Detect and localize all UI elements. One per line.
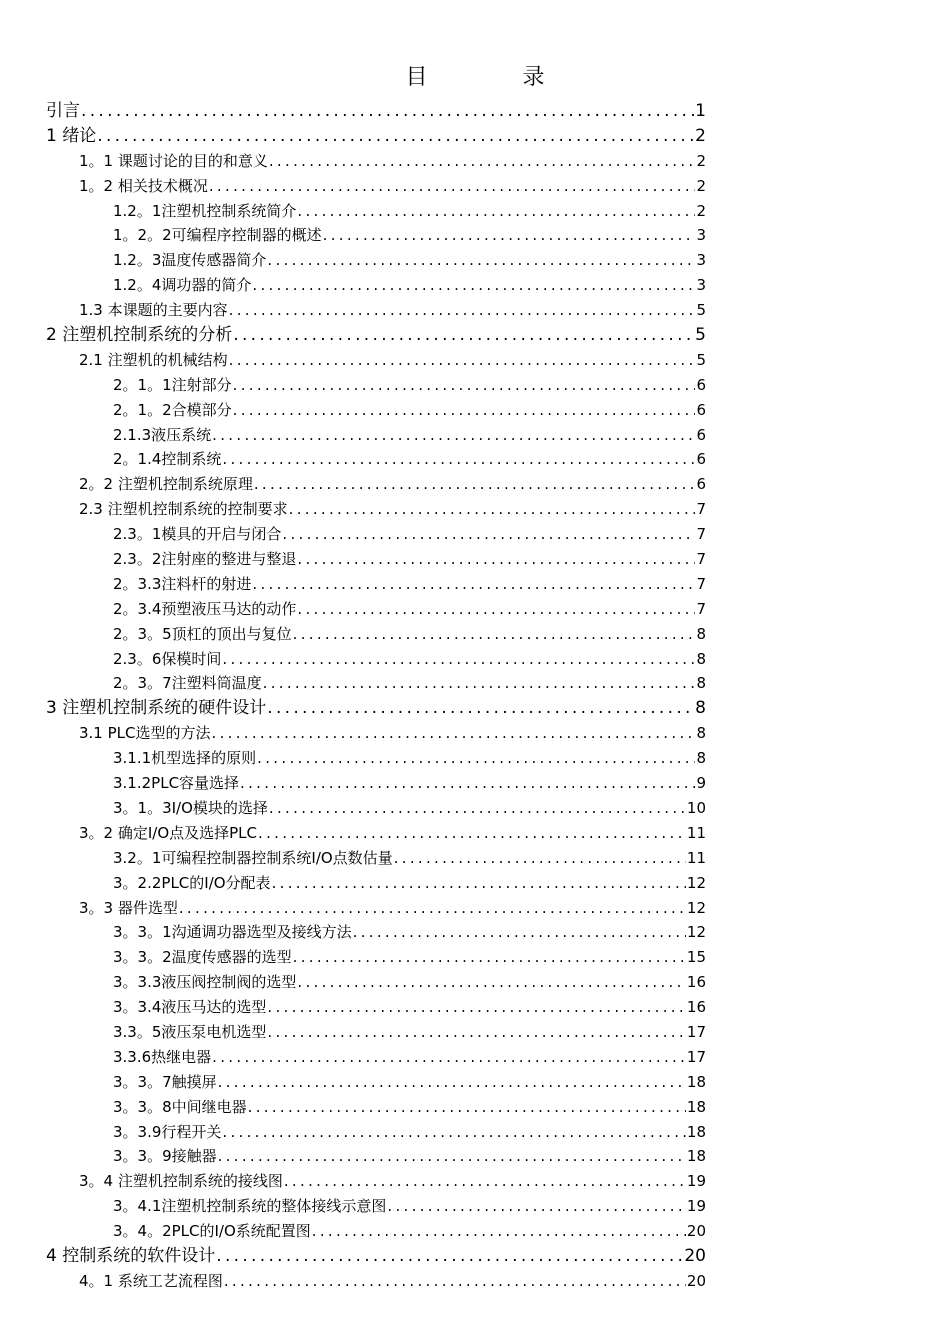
toc-entry-label: 3.3。5液压泵电机选型	[113, 1022, 267, 1041]
toc-entry	[0, 223, 706, 248]
toc-dot-leader	[293, 945, 686, 970]
toc-dot-leader	[233, 398, 696, 423]
toc-dot-leader	[263, 671, 696, 696]
toc-page-number: 11	[686, 823, 706, 842]
toc-entry-label: 3。3。8中间继电器	[113, 1097, 247, 1116]
toc-entry	[0, 99, 706, 124]
toc-page-number: 8	[696, 674, 706, 693]
toc-dot-leader	[267, 995, 686, 1020]
toc-page-number: 8	[696, 624, 706, 643]
toc-page-number: 19	[686, 1197, 706, 1216]
toc-page-number: 7	[696, 574, 706, 593]
toc-dot-leader	[312, 1219, 686, 1244]
toc-page-number: 5	[696, 301, 706, 320]
toc-dot-leader	[218, 1070, 686, 1095]
toc-dot-leader	[289, 497, 696, 522]
toc-entry-label: 2 注塑机控制系统的分析	[46, 325, 233, 346]
toc-page-number: 11	[686, 848, 706, 867]
toc-dot-leader	[387, 1194, 686, 1219]
toc-page-number: 16	[686, 973, 706, 992]
toc-entry-label: 1.2。1注塑机控制系统简介	[113, 201, 297, 220]
toc-entry-label: 3.2。1可编程控制器控制系统I/O点数估量	[113, 848, 393, 867]
toc-entry	[0, 721, 706, 746]
toc-entry-label: 3 注塑机控制系统的硬件设计	[46, 698, 267, 719]
toc-dot-leader	[229, 298, 696, 323]
toc-page-number: 17	[686, 1047, 706, 1066]
toc-dot-leader	[179, 896, 686, 921]
toc-dot-leader	[297, 970, 686, 995]
toc-entry	[0, 174, 706, 199]
toc-page-number: 7	[696, 550, 706, 569]
toc-entry-label: 2。1.4控制系统	[113, 450, 222, 469]
toc-page-number: 7	[696, 500, 706, 519]
toc-entry-label: 3。2.2PLC的I/O分配表	[113, 873, 271, 892]
toc-page-number: 6	[696, 450, 706, 469]
toc-dot-leader	[229, 348, 696, 373]
toc-entry	[0, 896, 706, 921]
toc-entry	[0, 1070, 706, 1095]
toc-entry-label: 1.2。4调功器的简介	[113, 276, 252, 295]
toc-page-number: 17	[686, 1022, 706, 1041]
toc-dot-leader	[272, 871, 686, 896]
toc-dot-leader	[97, 124, 694, 149]
toc-dot-leader	[212, 721, 696, 746]
toc-dot-leader	[269, 149, 696, 174]
toc-entry	[0, 597, 706, 622]
toc-entry	[0, 995, 706, 1020]
toc-dot-leader	[258, 821, 686, 846]
toc-page-number: 20	[684, 1245, 706, 1266]
toc-dot-leader	[212, 423, 695, 448]
toc-page-number: 20	[686, 1222, 706, 1241]
toc-entry-label: 3.1.1机型选择的原则	[113, 749, 257, 768]
toc-title: 目 录	[405, 65, 589, 90]
toc-entry-label: 3。3 器件选型	[79, 898, 178, 917]
toc-page-number: 8	[696, 649, 706, 668]
toc-entry-label: 3。3。1沟通调功器选型及接线方法	[113, 923, 352, 942]
toc-page-number: 2	[696, 151, 706, 170]
toc-entry-label: 3。3。9接触器	[113, 1147, 217, 1166]
toc-dot-leader	[297, 597, 695, 622]
toc-dot-leader	[233, 323, 694, 348]
toc-entry-label: 2。2 注塑机控制系统原理	[79, 475, 253, 494]
toc-entry	[0, 298, 706, 323]
toc-dot-leader	[267, 248, 695, 273]
toc-entry	[0, 1194, 706, 1219]
toc-entry-label: 2.1 注塑机的机械结构	[79, 350, 228, 369]
toc-entry	[0, 323, 706, 348]
toc-dot-leader	[218, 1144, 686, 1169]
toc-entry	[0, 696, 706, 721]
toc-dot-leader	[212, 1045, 686, 1070]
toc-entry-label: 3。3.9行程开关	[113, 1122, 222, 1141]
toc-dot-leader	[233, 373, 696, 398]
toc-page-number: 18	[686, 1122, 706, 1141]
toc-entry	[0, 124, 706, 149]
toc-entry-label: 3。2 确定I/O点及选择PLC	[79, 823, 258, 842]
toc-page-number: 19	[686, 1172, 706, 1191]
toc-entry	[0, 1219, 706, 1244]
toc-dot-leader	[297, 547, 695, 572]
toc-entry	[0, 1269, 706, 1294]
toc-entry-label: 1。2 相关技术概况	[79, 176, 208, 195]
toc-entry	[0, 1020, 706, 1045]
toc-entry	[0, 1244, 706, 1269]
toc-page-number: 8	[696, 749, 706, 768]
toc-dot-leader	[222, 447, 695, 472]
toc-entry	[0, 647, 706, 672]
toc-dot-leader	[267, 1020, 686, 1045]
toc-page-number: 18	[686, 1072, 706, 1091]
toc-entry-label: 2。1。1注射部分	[113, 375, 232, 394]
toc-page-number: 2	[696, 176, 706, 195]
toc-page-number: 1	[695, 101, 706, 121]
toc-entry-label: 3.3.6热继电器	[113, 1047, 212, 1066]
table-of-contents	[0, 99, 950, 1294]
toc-entry	[0, 746, 706, 771]
toc-entry	[0, 547, 706, 572]
toc-dot-leader	[216, 1244, 683, 1269]
toc-dot-leader	[267, 696, 694, 721]
toc-dot-leader	[248, 1095, 686, 1120]
toc-dot-leader	[222, 1120, 686, 1145]
toc-entry	[0, 149, 706, 174]
toc-entry	[0, 821, 706, 846]
toc-entry-label: 2。3.3注料杆的射进	[113, 574, 252, 593]
toc-entry-label: 引言	[46, 101, 80, 121]
toc-page-number: 15	[686, 948, 706, 967]
toc-entry-label: 2。1。2合模部分	[113, 400, 232, 419]
toc-entry-label: 1.2。3温度传感器简介	[113, 251, 267, 270]
toc-entry-label: 2.3。1模具的开启与闭合	[113, 525, 282, 544]
toc-page-number: 18	[686, 1147, 706, 1166]
toc-entry	[0, 497, 706, 522]
toc-entry-label: 3。1。3I/O模块的选择	[113, 798, 268, 817]
toc-dot-leader	[293, 622, 696, 647]
toc-dot-leader	[209, 174, 696, 199]
toc-entry-label: 1。2。2可编程序控制器的概述	[113, 226, 322, 245]
toc-entry-label: 4。1 系统工艺流程图	[79, 1271, 223, 1290]
toc-entry-label: 1.3 本课题的主要内容	[79, 301, 228, 320]
toc-entry-label: 2.3 注塑机控制系统的控制要求	[79, 500, 288, 519]
toc-page-number: 3	[696, 226, 706, 245]
toc-dot-leader	[257, 746, 695, 771]
toc-page-number: 6	[696, 375, 706, 394]
toc-page-number: 20	[686, 1271, 706, 1290]
toc-entry	[0, 447, 706, 472]
toc-entry	[0, 273, 706, 298]
toc-dot-leader	[269, 796, 686, 821]
toc-entry	[0, 248, 706, 273]
toc-entry	[0, 423, 706, 448]
toc-entry-label: 1。1 课题讨论的目的和意义	[79, 151, 268, 170]
toc-entry-label: 3.1 PLC选型的方法	[79, 724, 211, 743]
toc-dot-leader	[394, 846, 686, 871]
toc-entry	[0, 920, 706, 945]
toc-entry	[0, 970, 706, 995]
toc-entry-label: 3。3。2温度传感器的选型	[113, 948, 292, 967]
toc-entry	[0, 373, 706, 398]
toc-entry	[0, 622, 706, 647]
toc-entry	[0, 1169, 706, 1194]
toc-page-number: 7	[696, 599, 706, 618]
toc-page-number: 2	[696, 201, 706, 220]
toc-dot-leader	[81, 99, 694, 124]
toc-page-number: 9	[696, 774, 706, 793]
toc-entry-label: 3.1.2PLC容量选择	[113, 774, 240, 793]
toc-page-number: 5	[695, 325, 706, 346]
toc-entry-label: 3。3.4液压马达的选型	[113, 998, 267, 1017]
toc-dot-leader	[252, 273, 695, 298]
toc-page-number: 18	[686, 1097, 706, 1116]
toc-entry-label: 3。4。2PLC的I/O系统配置图	[113, 1222, 311, 1241]
toc-page-number: 10	[686, 798, 706, 817]
toc-page-number: 12	[686, 873, 706, 892]
toc-entry-label: 2。3。7注塑料筒温度	[113, 674, 262, 693]
toc-dot-leader	[284, 1169, 686, 1194]
toc-dot-leader	[353, 920, 686, 945]
toc-entry-label: 2。3。5顶杠的顶出与复位	[113, 624, 292, 643]
toc-entry-label: 3。3。7触摸屏	[113, 1072, 217, 1091]
toc-page-number: 16	[686, 998, 706, 1017]
toc-dot-leader	[254, 472, 696, 497]
toc-page-number: 3	[696, 251, 706, 270]
toc-entry-label: 2。3.4预塑液压马达的动作	[113, 599, 297, 618]
toc-page-number: 2	[695, 125, 706, 146]
toc-page-number: 3	[696, 276, 706, 295]
toc-entry	[0, 1120, 706, 1145]
toc-entry-label: 1 绪论	[46, 125, 97, 146]
toc-dot-leader	[323, 223, 696, 248]
toc-page-number: 7	[696, 525, 706, 544]
toc-entry	[0, 522, 706, 547]
toc-dot-leader	[252, 572, 695, 597]
toc-entry-label: 4 控制系统的软件设计	[46, 1245, 216, 1266]
toc-entry	[0, 348, 706, 373]
toc-page-number: 8	[695, 698, 706, 719]
toc-entry	[0, 398, 706, 423]
toc-entry	[0, 1045, 706, 1070]
toc-entry-label: 2.3。2注射座的整进与整退	[113, 550, 297, 569]
toc-page-number: 12	[686, 923, 706, 942]
toc-entry-label: 3。4.1注塑机控制系统的整体接线示意图	[113, 1197, 387, 1216]
toc-entry	[0, 1095, 706, 1120]
toc-page-number: 12	[686, 898, 706, 917]
toc-dot-leader	[224, 1269, 686, 1294]
toc-entry	[0, 472, 706, 497]
toc-entry-label: 3。3.3液压阀控制阀的选型	[113, 973, 297, 992]
toc-dot-leader	[297, 199, 695, 224]
toc-dot-leader	[222, 647, 695, 672]
toc-page-number: 8	[696, 724, 706, 743]
toc-dot-leader	[282, 522, 695, 547]
toc-entry-label: 2.3。6保模时间	[113, 649, 222, 668]
toc-page-number: 6	[696, 400, 706, 419]
toc-entry	[0, 796, 706, 821]
toc-entry	[0, 771, 706, 796]
toc-entry	[0, 199, 706, 224]
toc-page-number: 6	[696, 425, 706, 444]
toc-page-number: 6	[696, 475, 706, 494]
toc-dot-leader	[240, 771, 695, 796]
toc-page-number: 5	[696, 350, 706, 369]
toc-entry	[0, 1144, 706, 1169]
toc-entry	[0, 846, 706, 871]
toc-entry	[0, 871, 706, 896]
toc-entry	[0, 945, 706, 970]
toc-entry-label: 3。4 注塑机控制系统的接线图	[79, 1172, 283, 1191]
toc-entry	[0, 572, 706, 597]
toc-entry	[0, 671, 706, 696]
toc-entry-label: 2.1.3液压系统	[113, 425, 212, 444]
